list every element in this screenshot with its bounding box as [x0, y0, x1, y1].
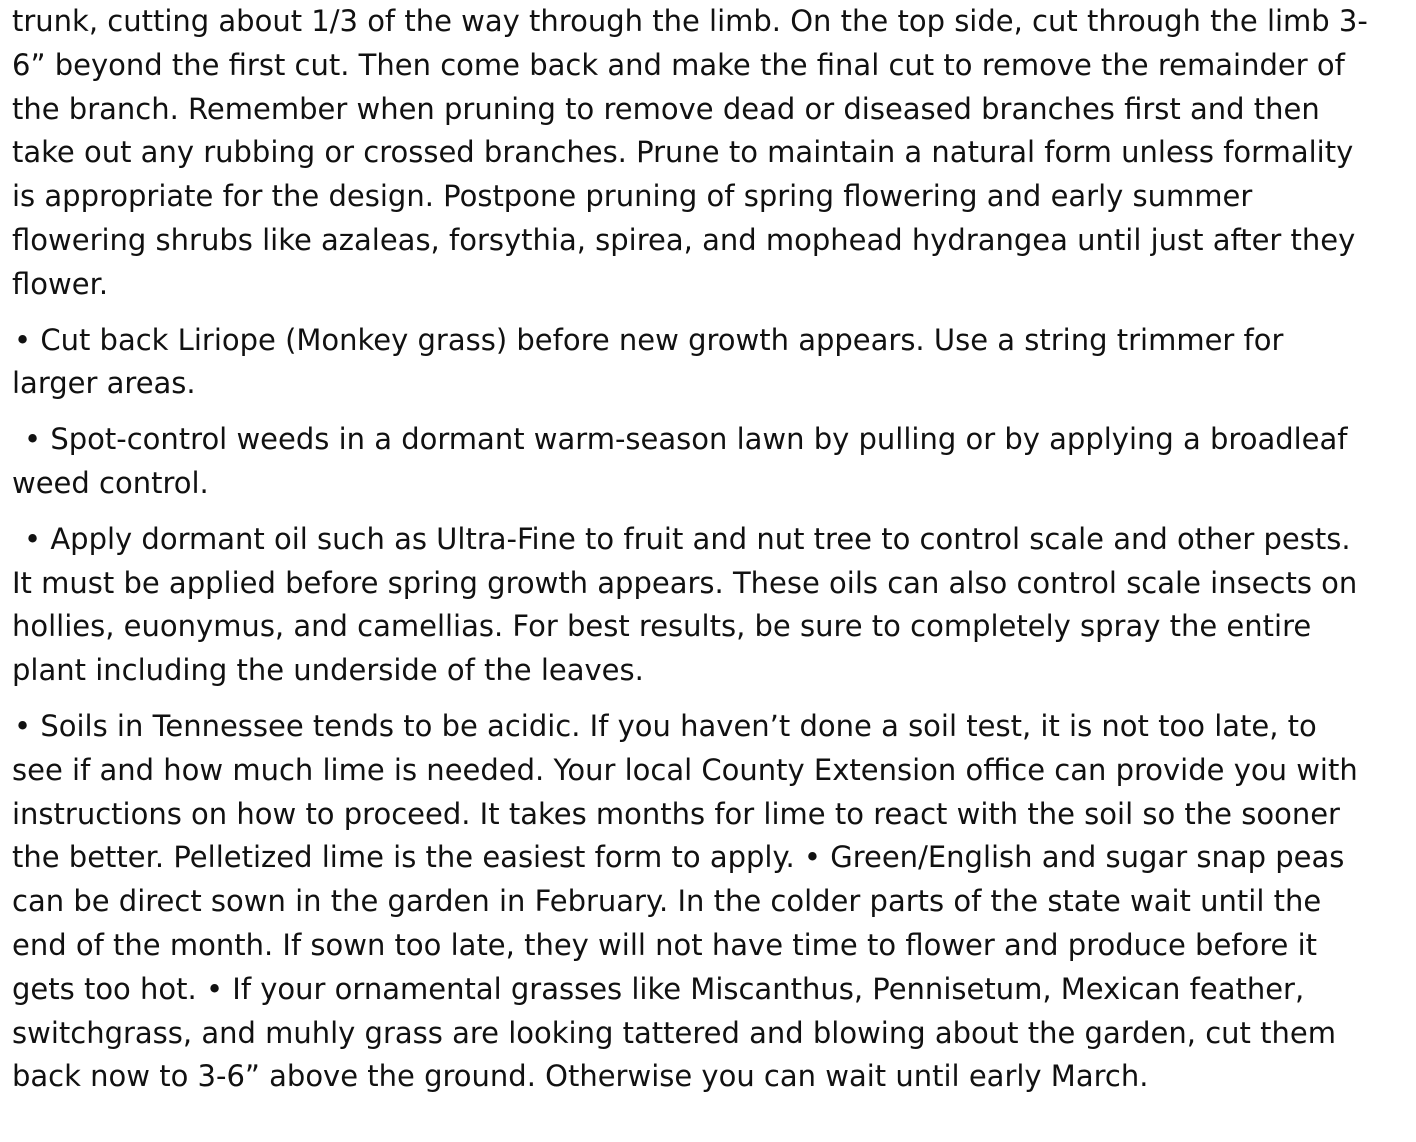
weed-control-bullet: • Spot-control weeds in a dormant warm-season lawn by pulling or by applying a broadleaf weed control. — [12, 422, 1348, 500]
pruning-paragraph: trunk, cutting about 1/3 of the way through the limb. On the top side, cut through the limb 3-6” beyond the first cut. Then come back and make the final cut to remove the remainder of the branch. Remember when pruning to remove dead or diseased branches first and then take out any rubbing or crossed branches. Prune to maintain a natural form unless formality is appropriate for the design. Postpone pruning of spring flowering and early summer flowering shrubs like azaleas, forsythia, spirea, and mophead hydrangea until just after they flower. — [12, 4, 1368, 301]
liriope-bullet: • Cut back Liriope (Monkey grass) before new growth appears. Use a string trimmer for larger areas. — [12, 322, 1284, 401]
document-body — [12, 0, 1372, 1111]
dormant-oil-bullet: • Apply dormant oil such as Ultra-Fine to fruit and nut tree to control scale and other pests. It must be applied before spring growth appears. These oils can also control scale insects on hollies, euonymus, and camellias. For best results, be sure to completely spray the entire plant including the underside of the leaves. — [12, 521, 1358, 688]
soil-lime-bullet: • Soils in Tennessee tends to be acidic. If you haven’t done a soil test, it is not too late, to see if and how much lime is needed. Your local County Extension office can provide you with instructions on how to proceed. It takes months for lime to react with the soil so the sooner the better. Pelletized lime is the easiest form to apply. • Green/English and sugar snap peas can be direct sown in the garden in February. In the colder parts of the state wait until the end of the month. If sown too late, they will not have time to flower and produce before it gets too hot. • If your ornamental grasses like Miscanthus, Pennisetum, Mexican feather, switchgrass, and muhly grass are looking tattered and blowing about the garden, cut them back now to 3-6” above the ground. Otherwise you can wait until early March. — [12, 708, 1358, 1094]
